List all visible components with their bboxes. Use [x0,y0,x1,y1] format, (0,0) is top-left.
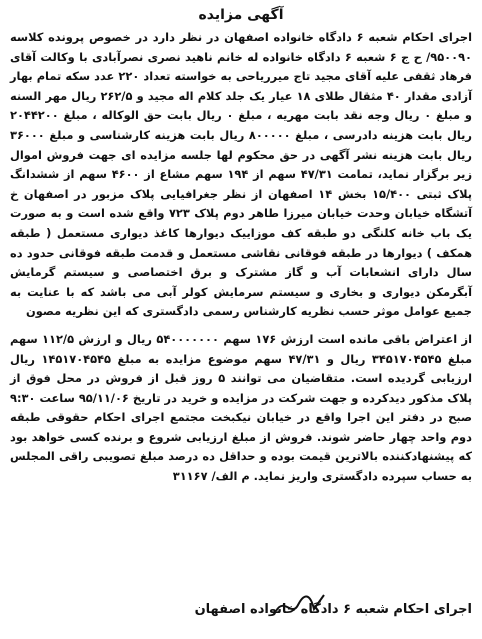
notice-paragraph-1: اجرای احکام شعبه ۶ دادگاه خانواده اصفهان در نظر دارد در خصوص پرونده کلاسه ۹۵۰۰۹۰/ ح ج ۶ شعبه ۶ دادگاه خانواده له خانم ناهید نصری نصرآبادی با وکالت آقای فرهاد ثقفی علیه آقای مجید تاج میرریاحی به خواسته تعداد ۲۲۰ عدد سکه تمام بهار آزادی مقدار ۴۰ مثقال طلای ۱۸ عیار یک جلد کلام اله مجید و ۲۶۲/۵ ریال مهر السنه و مبلغ ۰ ریال وجه نقد بابت مهریه ، مبلغ ۰ ریال بابت حق الوکاله ، مبلغ ۲۰۴۴۲۰۰ ریال بابت هزینه دادرسی ، مبلغ ۸۰۰۰۰۰ ریال بابت هزینه کارشناسی و مبلغ ۳۶۰۰۰ ریال بابت هزینه نشر آگهی در حق محکوم لها جلسه مزایده ای جهت فروش اموال زیر برگزار نماید، تمامت ۴۷/۳۱ سهم از ۱۹۴ سهم مشاع از ۴۶۰۰ سهم از ششدانگ پلاک ثبتی ۱۵/۴۰۰ بخش ۱۴ اصفهان از نظر جغرافیایی پلاک مزبور در اصفهان خ آتشگاه خیابان وحدت خیابان میرزا طاهر دوم پلاک ۷۲۳ واقع شده است و به صورت یک باب خانه کلنگی دو طبقه کف موزاییک دیوارها کاغذ دیواری مستعمل ( طبقه همکف ) دیوارها در طبقه فوقانی نقاشی مستعمل و قدمت طبقه فوقانی حدود ده سال دارای انشعابات آب و گاز مشترک و برق اختصاصی و سیستم گرمایش آبگرمکن دیواری و بخاری و سیستم سرمایش کولر آبی می باشد که با عنایت به جمیع عوامل موثر حسب نظریه کارشناس رسمی دادگستری که این نظریه مصون [10,30,473,319]
notice-title: آگهی مزایده [198,7,284,23]
notice-signature: اجرای احکام شعبه ۶ دادگاه خانواده اصفهان [194,602,472,617]
notice-paragraph-2: از اعتراض باقی مانده است ارزش ۱۷۶ سهم ۵۴۰۰۰۰۰۰۰ ریال و ارزش ۱۱۲/۵ سهم مبلغ ۳۴۵۱۷۰۴۵۴۵ ریال و ۴۷/۳۱ سهم موضوع مزایده به مبلغ ۱۴۵۱۷۰۴۵۴۵ ریال ارزیابی گردیده است. متقاضیان می توانند ۵ روز قبل از فروش در محل فوق از پلاک مذکور دیدکرده و جهت شرکت در مزایده و خرید در تاریخ ۹۵/۱۱/۰۶ ساعت ۹:۳۰ صبح در دفتر این اجرا واقع در خیابان نیکبخت مجتمع اجرای احکام حقوقی طبقه دوم واحد چهار حاضر شوند. فروش از مبلغ ارزیابی شروع و برنده کسی خواهد بود که پیشنهادکننده بالاترین قیمت بوده و حداقل ده درصد مبلغ تصویبی راقی المجلس به حساب سپرده دادگستری واریز نماید. م الف/ ۳۱۱۶۷ [10,331,472,484]
